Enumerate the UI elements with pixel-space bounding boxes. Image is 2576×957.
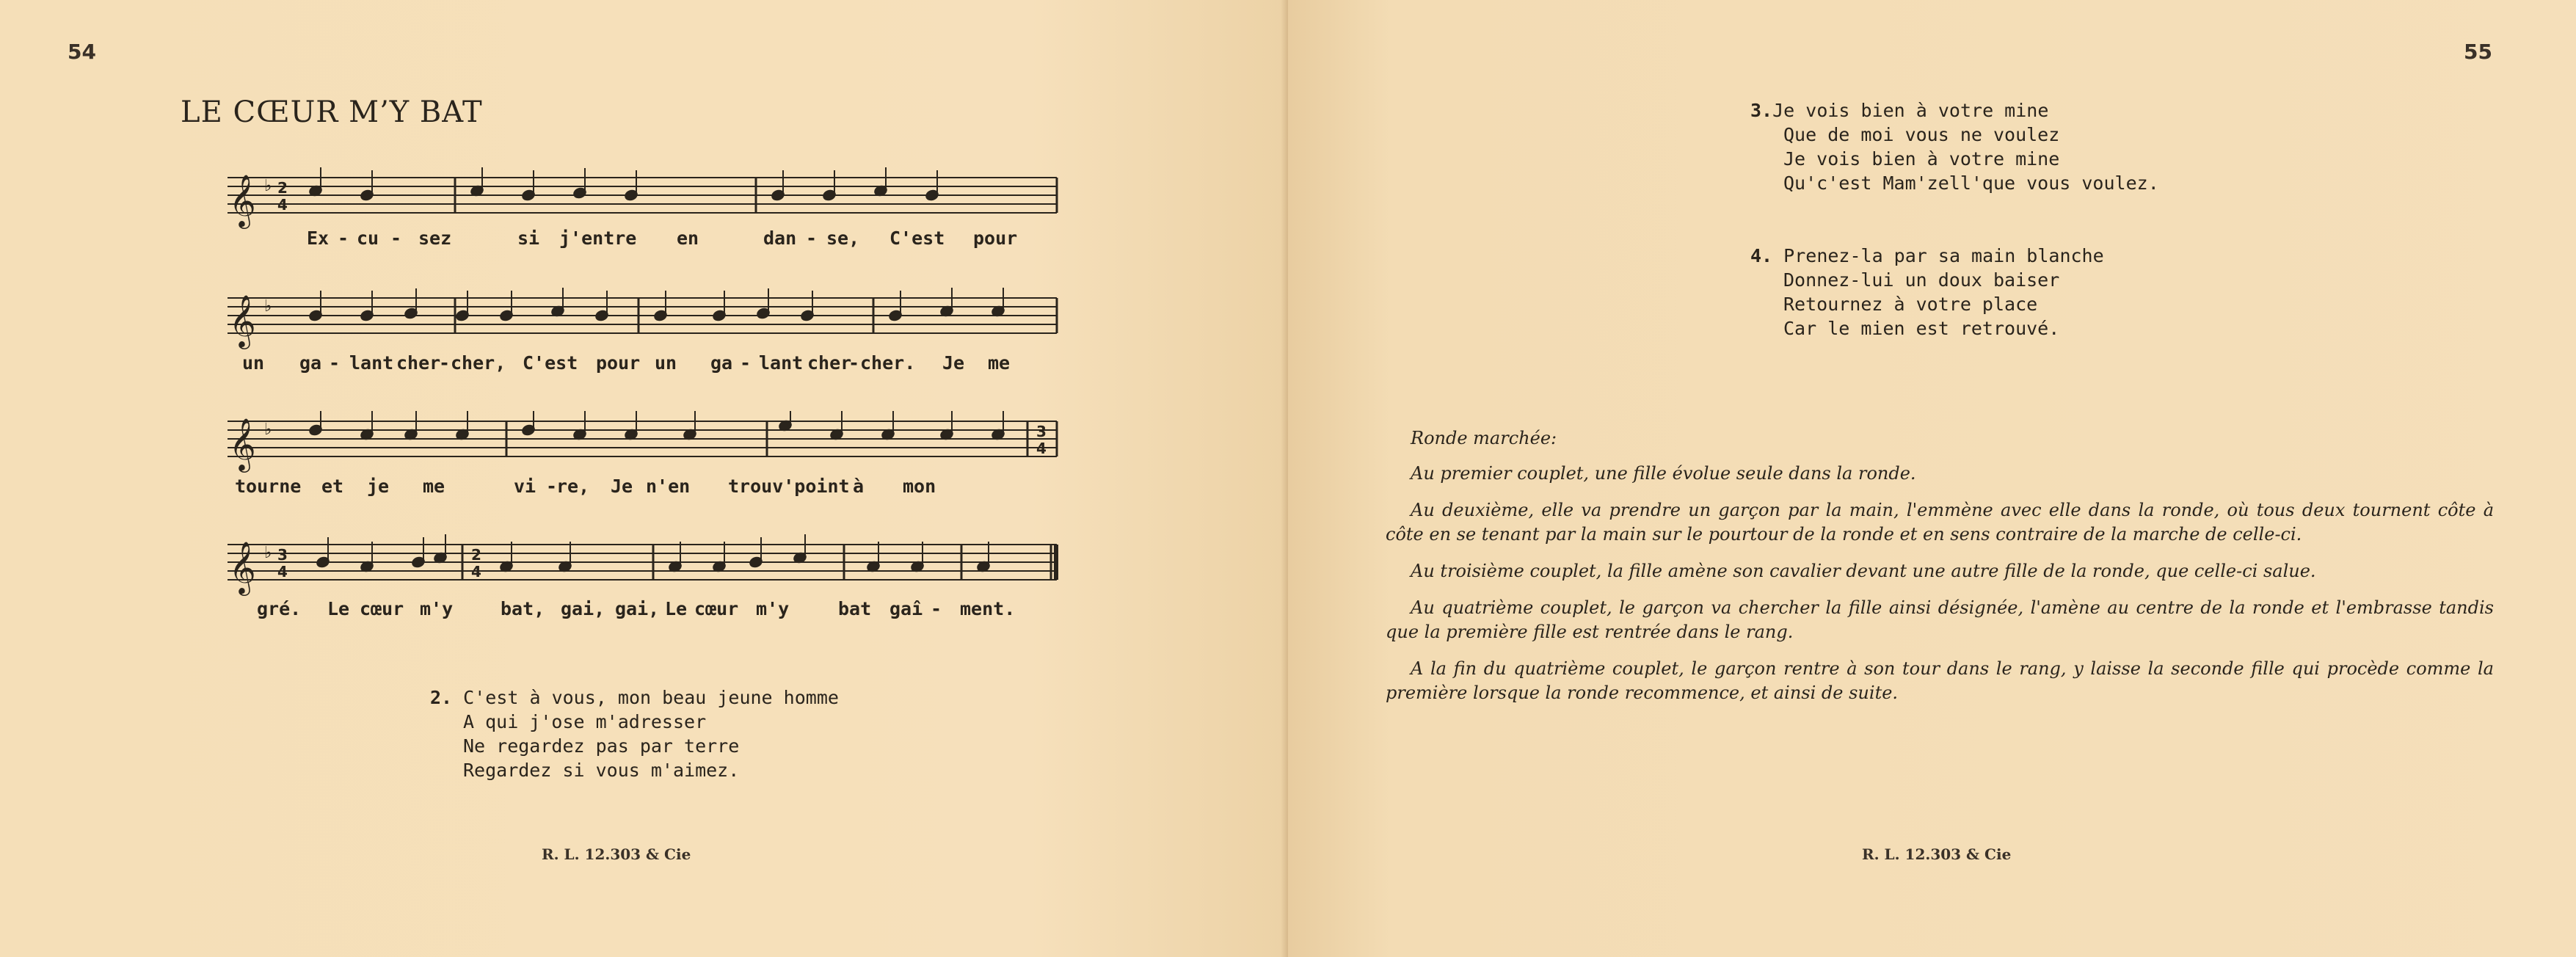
song-title: LE CŒUR M’Y BAT [181, 95, 483, 129]
verse-3: 3.Je vois bien à votre mine Que de moi vous ne voulez Je vois bien à votre mine Qu'c'est Mam'zell'que vous voulez. [1750, 100, 2159, 194]
lyric-line-3: tourne et je me vi - re, Je n'en trouv'point à mon [235, 476, 936, 497]
svg-text:𝄞: 𝄞 [229, 417, 256, 470]
svg-text:♭: ♭ [264, 177, 272, 195]
svg-text:4: 4 [471, 563, 481, 581]
instruction-paragraph: Au deuxième, elle va prendre un garçon par la main, l'emmène avec elle dans la ronde, où tous deux tournent côte à côte en se tenant par la main sur le pourtour de la ronde et en sens contraire de la marche de celle-ci. [1386, 500, 2494, 545]
svg-text:♭: ♭ [264, 297, 272, 316]
instructions-heading: Ronde marchée: [1411, 428, 1557, 448]
instruction-paragraph: Au premier couplet, une fille évolue seule dans la ronde. [1411, 463, 1916, 484]
music-staff-1 [220, 167, 1064, 233]
svg-text:♭: ♭ [264, 421, 272, 439]
time-signature-top: 2 [277, 179, 288, 197]
instruction-paragraph: Au quatrième couplet, le garçon va chercher la fille ainsi désignée, l'amène au centre de la ronde et l'embrasse tandis que la première fille est rentrée dans le rang. [1386, 597, 2494, 642]
instruction-paragraph: A la fin du quatrième couplet, le garçon rentre à son tour dans le rang, y laisse la seconde fille qui procède comme la première lorsque la ronde recommence, et ainsi de suite. [1386, 658, 2494, 703]
music-staff-3 [220, 411, 1064, 477]
svg-text:4: 4 [277, 563, 288, 581]
page-number-right: 55 [2464, 40, 2492, 64]
svg-text:𝄞: 𝄞 [229, 173, 256, 227]
svg-text:3: 3 [277, 546, 288, 564]
svg-text:𝄞: 𝄞 [229, 540, 256, 594]
lyric-line-4: gré. Le cœur m'y bat, gai, gai, Le cœur m'y bat gaî - ment. [257, 598, 1016, 619]
svg-text:𝄞: 𝄞 [229, 294, 256, 347]
lyric-line-2: un ga - lant cher - cher, C'est pour un ga - lant cher - cher. Je me [242, 352, 1011, 374]
footer-right: R. L. 12.303 & Cie [1862, 845, 2012, 863]
music-staff-4 [220, 534, 1064, 600]
time-signature-change-bottom: 4 [1036, 440, 1047, 457]
verse-2: 2. C'est à vous, mon beau jeune homme A qui j'ose m'adresser Ne regardez pas par terre Regardez si vous m'aimez. [430, 687, 839, 781]
instruction-paragraph: Au troisième couplet, la fille amène son cavalier devant une autre fille de la ronde, que celle-ci salue. [1411, 561, 2316, 581]
svg-text:♭: ♭ [264, 544, 272, 562]
verse-4: 4. Prenez-la par sa main blanche Donnez-lui un doux baiser Retournez à votre place Car le mien est retrouvé. [1750, 245, 2104, 339]
svg-text:2: 2 [471, 546, 481, 564]
music-staff-2 [220, 288, 1064, 354]
verse-number: 2. [430, 687, 453, 708]
time-signature-change-top: 3 [1036, 423, 1047, 440]
footer-left: R. L. 12.303 & Cie [542, 845, 691, 863]
dance-instructions [1386, 428, 2494, 718]
page-number-left: 54 [68, 40, 96, 64]
lyric-line-1: Ex - cu - sez si j'entre en dan - se, C'est pour [307, 228, 1018, 249]
time-signature-bottom: 4 [277, 196, 288, 214]
